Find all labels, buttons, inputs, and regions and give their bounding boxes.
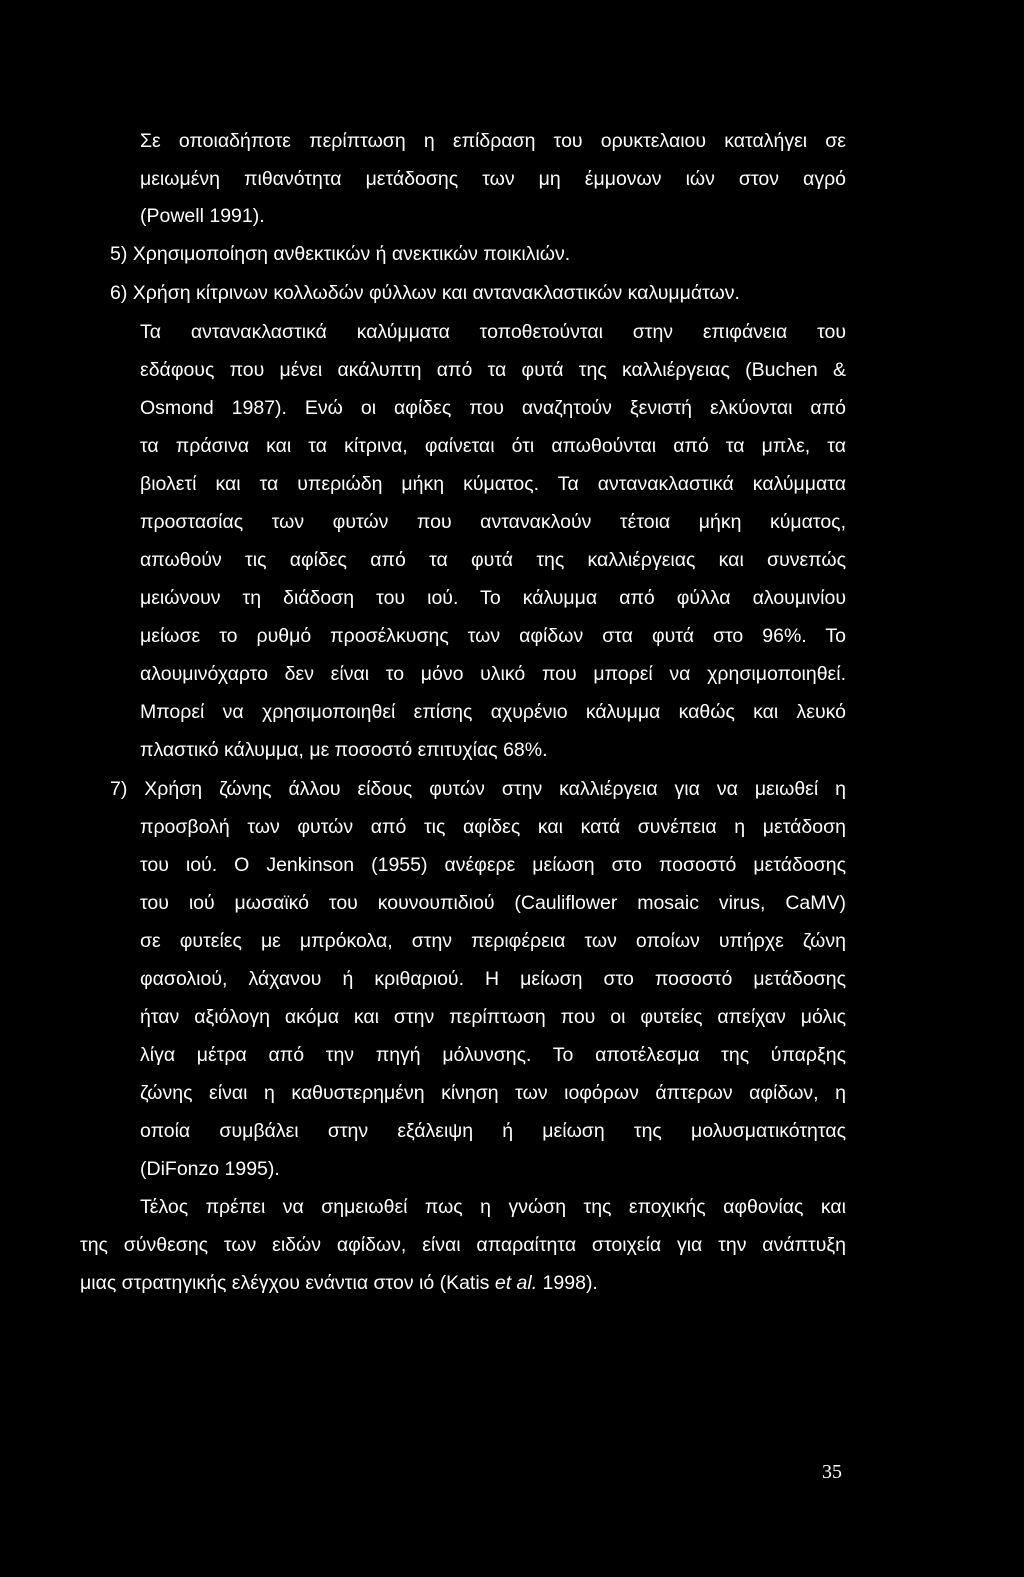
text-line: πλαστικό κάλυμμα, με ποσοστό επιτυχίας 68%. — [140, 739, 548, 761]
text-line: ζώνης είναι η καθυστερημένη κίνηση των ιοφόρων άπτερων αφίδων, η — [140, 1082, 846, 1104]
text-line: Τέλος πρέπει να σημειωθεί πως η γνώση της εποχικής αφθονίας και — [140, 1196, 846, 1218]
text-line: Τα αντανακλαστικά καλύμματα τοποθετούνται στην επιφάνεια του — [140, 321, 846, 343]
text-line: Σε οποιαδήποτε περίπτωση η επίδραση του ορυκτελαιου καταλήγει σε — [140, 130, 846, 152]
text-line: μείωσε το ρυθμό προσέλκυσης των αφίδων στα φυτά στο 96%. Το — [140, 625, 846, 647]
text-line: (Powell 1991). — [140, 205, 265, 227]
text-line: λίγα μέτρα από την πηγή μόλυνσης. Το αποτέλεσμα της ύπαρξης — [140, 1044, 846, 1066]
text-line: απωθούν τις αφίδες από τα φυτά της καλλιέργειας και συνεπώς — [140, 549, 846, 571]
text-line: Osmond 1987). Ενώ οι αφίδες που αναζητούν ξενιστή ελκύονται από — [140, 397, 846, 419]
text-line: (DiFonzo 1995). — [140, 1158, 280, 1180]
text-segment: μιας στρατηγικής ελέγχου ενάντια στον ιό (Katis — [80, 1272, 495, 1294]
text-line: εδάφους που μένει ακάλυπτη από τα φυτά της καλλιέργειας (Buchen & — [140, 359, 846, 381]
text-line: του ιού μωσαϊκό του κουνουπιδιού (Cauliflower mosaic virus, CaMV) — [140, 892, 846, 914]
text-line: τα πράσινα και τα κίτρινα, φαίνεται ότι απωθούνται από τα μπλε, τα — [140, 435, 846, 457]
text-line: οποία συμβάλει στην εξάλειψη ή μείωση της μολυσματικότητας — [140, 1120, 846, 1142]
text-line: του ιού. Ο Jenkinson (1955) ανέφερε μείωση στο ποσοστό μετάδοσης — [140, 854, 846, 876]
text-line: προστασίας των φυτών που αντανακλούν τέτοια μήκη κύματος, — [140, 511, 846, 533]
text-line: αλουμινόχαρτο δεν είναι το μόνο υλικό που μπορεί να χρησιμοποιηθεί. — [140, 663, 846, 685]
text-segment: 1998). — [537, 1272, 598, 1294]
text-line: της σύνθεσης των ειδών αφίδων, είναι απαραίτητα στοιχεία για την ανάπτυξη — [80, 1234, 846, 1256]
text-line: μειώνουν τη διάδοση του ιού. Το κάλυμμα από φύλλα αλουμινίου — [140, 587, 846, 609]
list-item-6: 6) Χρήση κίτρινων κολλωδών φύλλων και αντανακλαστικών καλυμμάτων. — [110, 282, 740, 304]
list-item-7: 7) Χρήση ζώνης άλλου είδους φυτών στην καλλιέργεια για να μειωθεί η — [110, 778, 846, 800]
text-line-last — [80, 1271, 598, 1295]
text-line: σε φυτείες με μπρόκολα, στην περιφέρεια των οποίων υπήρχε ζώνη — [140, 930, 846, 952]
text-line: φασολιού, λάχανου ή κριθαριού. Η μείωση στο ποσοστό μετάδοσης — [140, 968, 846, 990]
italic-citation: et al. — [494, 1272, 538, 1294]
text-line: Μπορεί να χρησιμοποιηθεί επίσης αχυρένιο κάλυμμα καθώς και λευκό — [140, 701, 846, 723]
text-line: ήταν αξιόλογη ακόμα και στην περίπτωση που οι φυτείες απείχαν μόλις — [140, 1006, 846, 1028]
text-line: βιολετί και τα υπεριώδη μήκη κύματος. Τα αντανακλαστικά καλύμματα — [140, 473, 846, 495]
page-number: 35 — [822, 1461, 842, 1483]
text-line: προσβολή των φυτών από τις αφίδες και κατά συνέπεια η μετάδοση — [140, 816, 846, 838]
text-line: μειωμένη πιθανότητα μετάδοσης των μη έμμονων ιών στον αγρό — [140, 168, 846, 190]
list-item-5: 5) Χρησιμοποίηση ανθεκτικών ή ανεκτικών ποικιλιών. — [110, 243, 571, 265]
